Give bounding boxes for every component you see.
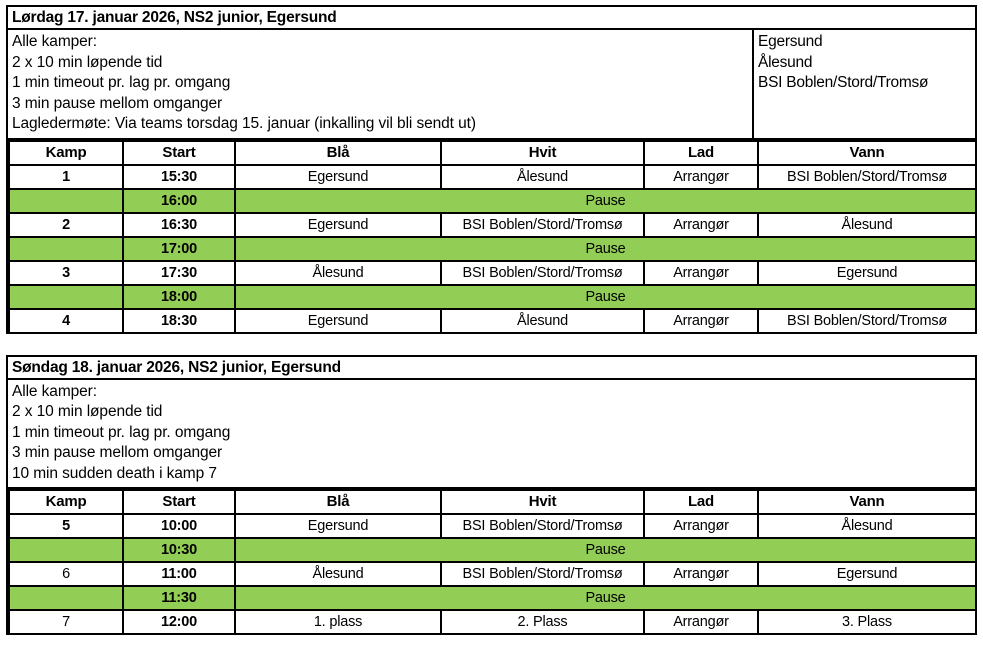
rule-line: 2 x 10 min løpende tid: [12, 403, 163, 420]
cell-lad: Arrangør: [644, 261, 758, 285]
cell-kamp: [9, 586, 123, 610]
schedule-table-saturday: [8, 140, 977, 334]
table-row-match: [9, 562, 976, 586]
column-header-hvit: Hvit: [441, 490, 644, 514]
cell-hvit: BSI Boblen/Stord/Tromsø: [441, 514, 644, 538]
cell-start: 17:30: [123, 261, 235, 285]
column-header-vann: Vann: [758, 141, 976, 165]
cell-pause-label: Pause: [235, 237, 976, 261]
table-row-match: [9, 309, 976, 333]
cell-lad: Arrangør: [644, 165, 758, 189]
rules-box-saturday: [8, 30, 754, 138]
teams-box-saturday: [754, 30, 975, 138]
rule-line: 1 min timeout pr. lag pr. omgang: [12, 423, 231, 441]
table-row-pause: [9, 586, 976, 610]
table-row-match: [9, 165, 976, 189]
day-block-saturday: [6, 5, 977, 334]
cell-start: 18:00: [123, 285, 235, 309]
cell-vann: Ålesund: [758, 213, 976, 237]
cell-start: 17:00: [123, 237, 235, 261]
rule-line: Alle kamper:: [12, 33, 97, 50]
cell-kamp: [9, 538, 123, 562]
table-row-match: [9, 514, 976, 538]
table-row-pause: [9, 237, 976, 261]
day-block-sunday: [6, 355, 977, 636]
column-header-start: Start: [123, 141, 235, 165]
cell-kamp: 2: [9, 213, 123, 237]
cell-kamp: 7: [9, 610, 123, 634]
cell-start: 18:30: [123, 309, 235, 333]
cell-bla: Egersund: [235, 514, 441, 538]
cell-vann: Egersund: [758, 261, 976, 285]
rule-line: 1 min timeout pr. lag pr. omgang: [12, 74, 231, 91]
cell-vann: BSI Boblen/Stord/Tromsø: [758, 165, 976, 189]
cell-kamp: 6: [9, 562, 123, 586]
cell-kamp: 3: [9, 261, 123, 285]
cell-start: 12:00: [123, 610, 235, 634]
team-list-item: BSI Boblen/Stord/Tromsø: [758, 74, 929, 91]
cell-start: 10:00: [123, 514, 235, 538]
team-list-item: Ålesund: [758, 53, 813, 71]
table-row-pause: [9, 538, 976, 562]
column-header-bla: Blå: [235, 141, 441, 165]
column-header-kamp: Kamp: [9, 141, 123, 165]
column-header-lad: Lad: [644, 141, 758, 165]
cell-pause-label: Pause: [235, 586, 976, 610]
cell-pause-label: Pause: [235, 538, 976, 562]
cell-hvit: Ålesund: [441, 165, 644, 189]
column-header-bla: Blå: [235, 490, 441, 514]
cell-bla: Ålesund: [235, 562, 441, 586]
cell-bla: Ålesund: [235, 261, 441, 285]
column-header-kamp: Kamp: [9, 490, 123, 514]
cell-hvit: 2. Plass: [441, 610, 644, 634]
cell-pause-label: Pause: [235, 189, 976, 213]
table-row-pause: [9, 285, 976, 309]
cell-vann: Ålesund: [758, 514, 976, 538]
cell-start: 16:30: [123, 213, 235, 237]
cell-kamp: [9, 189, 123, 213]
info-strip-sunday: [8, 380, 975, 490]
cell-kamp: [9, 285, 123, 309]
column-header-lad: Lad: [644, 490, 758, 514]
table-row-match: [9, 213, 976, 237]
cell-start: 15:30: [123, 165, 235, 189]
cell-start: 11:00: [123, 562, 235, 586]
cell-kamp: 4: [9, 309, 123, 333]
cell-bla: Egersund: [235, 213, 441, 237]
table-header-row: [9, 141, 976, 165]
rule-line: Lagledermøte: Via teams torsdag 15. januar (inkalling vil bli sendt ut): [12, 115, 476, 132]
cell-pause-label: Pause: [235, 285, 976, 309]
cell-start: 16:00: [123, 189, 235, 213]
cell-lad: Arrangør: [644, 610, 758, 634]
rule-line: 10 min sudden death i kamp 7: [12, 464, 217, 482]
cell-bla: Egersund: [235, 309, 441, 333]
column-header-hvit: Hvit: [441, 141, 644, 165]
cell-lad: Arrangør: [644, 309, 758, 333]
rule-line: 3 min pause mellom omganger: [12, 444, 223, 461]
team-list-item: Egersund: [758, 33, 823, 50]
cell-start: 11:30: [123, 586, 235, 610]
schedule-table-sunday: [8, 489, 977, 635]
cell-hvit: BSI Boblen/Stord/Tromsø: [441, 213, 644, 237]
cell-lad: Arrangør: [644, 213, 758, 237]
cell-start: 10:30: [123, 538, 235, 562]
rule-line: 3 min pause mellom omganger: [12, 94, 223, 112]
cell-lad: Arrangør: [644, 514, 758, 538]
rule-line: 2 x 10 min løpende tid: [12, 53, 163, 71]
rule-line: Alle kamper:: [12, 382, 97, 400]
cell-vann: 3. Plass: [758, 610, 976, 634]
rules-box-sunday: [8, 380, 975, 488]
cell-bla: Egersund: [235, 165, 441, 189]
cell-hvit: BSI Boblen/Stord/Tromsø: [441, 562, 644, 586]
cell-kamp: [9, 237, 123, 261]
table-row-match: [9, 261, 976, 285]
table-row-pause: [9, 189, 976, 213]
table-header-row: [9, 490, 976, 514]
cell-hvit: Ålesund: [441, 309, 644, 333]
info-strip-saturday: [8, 30, 975, 140]
cell-kamp: 5: [9, 514, 123, 538]
table-row-match: [9, 610, 976, 634]
column-header-vann: Vann: [758, 490, 976, 514]
cell-hvit: BSI Boblen/Stord/Tromsø: [441, 261, 644, 285]
cell-lad: Arrangør: [644, 562, 758, 586]
day-title-sunday: Søndag 18. januar 2026, NS2 junior, Egersund: [8, 357, 975, 380]
day-title-saturday: Lørdag 17. januar 2026, NS2 junior, Egersund: [8, 7, 975, 30]
cell-bla: 1. plass: [235, 610, 441, 634]
column-header-start: Start: [123, 490, 235, 514]
cell-vann: Egersund: [758, 562, 976, 586]
cell-kamp: 1: [9, 165, 123, 189]
cell-vann: BSI Boblen/Stord/Tromsø: [758, 309, 976, 333]
